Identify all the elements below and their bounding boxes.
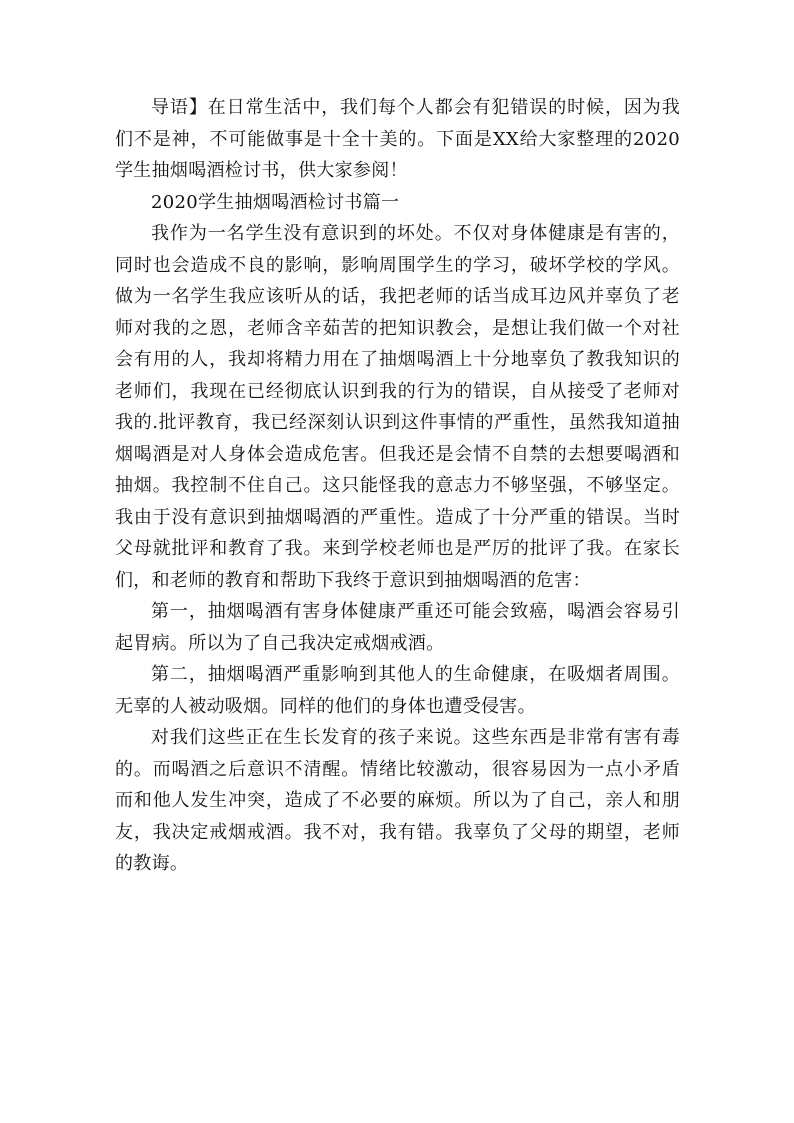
point-two-paragraph: 第二，抽烟喝酒严重影响到其他人的生命健康，在吸烟者周围。无辜的人被动吸烟。同样的他们的身体也遭受侵害。 [115,664,680,717]
body-paragraph: 我作为一名学生没有意识到的坏处。不仅对身体健康是有害的，同时也会造成不良的影响，影响周围学生的学习，破坏学校的学风。做为一名学生我应该听从的话，我把老师的话当成耳边风并辜负了老师对我的之恩，老师含辛茹苦的把知识教会，是想让我们做一个对社会有用的人，我却将精力用在了抽烟喝酒上十分地辜负了教我知识的老师们，我现在已经彻底认识到我的行为的错误，自从接受了老师对我的.批评教育，我已经深刻认识到这件事情的严重性，虽然我知道抽烟喝酒是对人身体会造成危害。但我还是会情不自禁的去想要喝酒和抽烟。我控制不住自己。这只能怪我的意志力不够坚强，不够坚定。我由于没有意识到抽烟喝酒的严重性。造成了十分严重的错误。当时父母就批评和教育了我。来到学校老师也是严厉的批评了我。在家长们，和老师的教育和帮助下我终于意识到抽烟喝酒的危害： [115,223,680,591]
closing-paragraph: 对我们这些正在生长发育的孩子来说。这些东西是非常有害有毒的。而喝酒之后意识不清醒。情绪比较激动，很容易因为一点小矛盾而和他人发生冲突，造成了不必要的麻烦。所以为了自己，亲人和朋友，我决定戒烟戒酒。我不对，我有错。我辜负了父母的期望，老师的教诲。 [115,727,680,874]
document-body [115,92,680,880]
point-one-paragraph: 第一，抽烟喝酒有害身体健康严重还可能会致癌，喝酒会容易引起胃病。所以为了自己我决定戒烟戒酒。 [115,601,680,654]
intro-paragraph: 导语】在日常生活中，我们每个人都会有犯错误的时候，因为我们不是神，不可能做事是十全十美的。下面是XX给大家整理的2020学生抽烟喝酒检讨书，供大家参阅！ [115,97,680,181]
section-heading: 2020学生抽烟喝酒检讨书篇一 [151,191,400,213]
